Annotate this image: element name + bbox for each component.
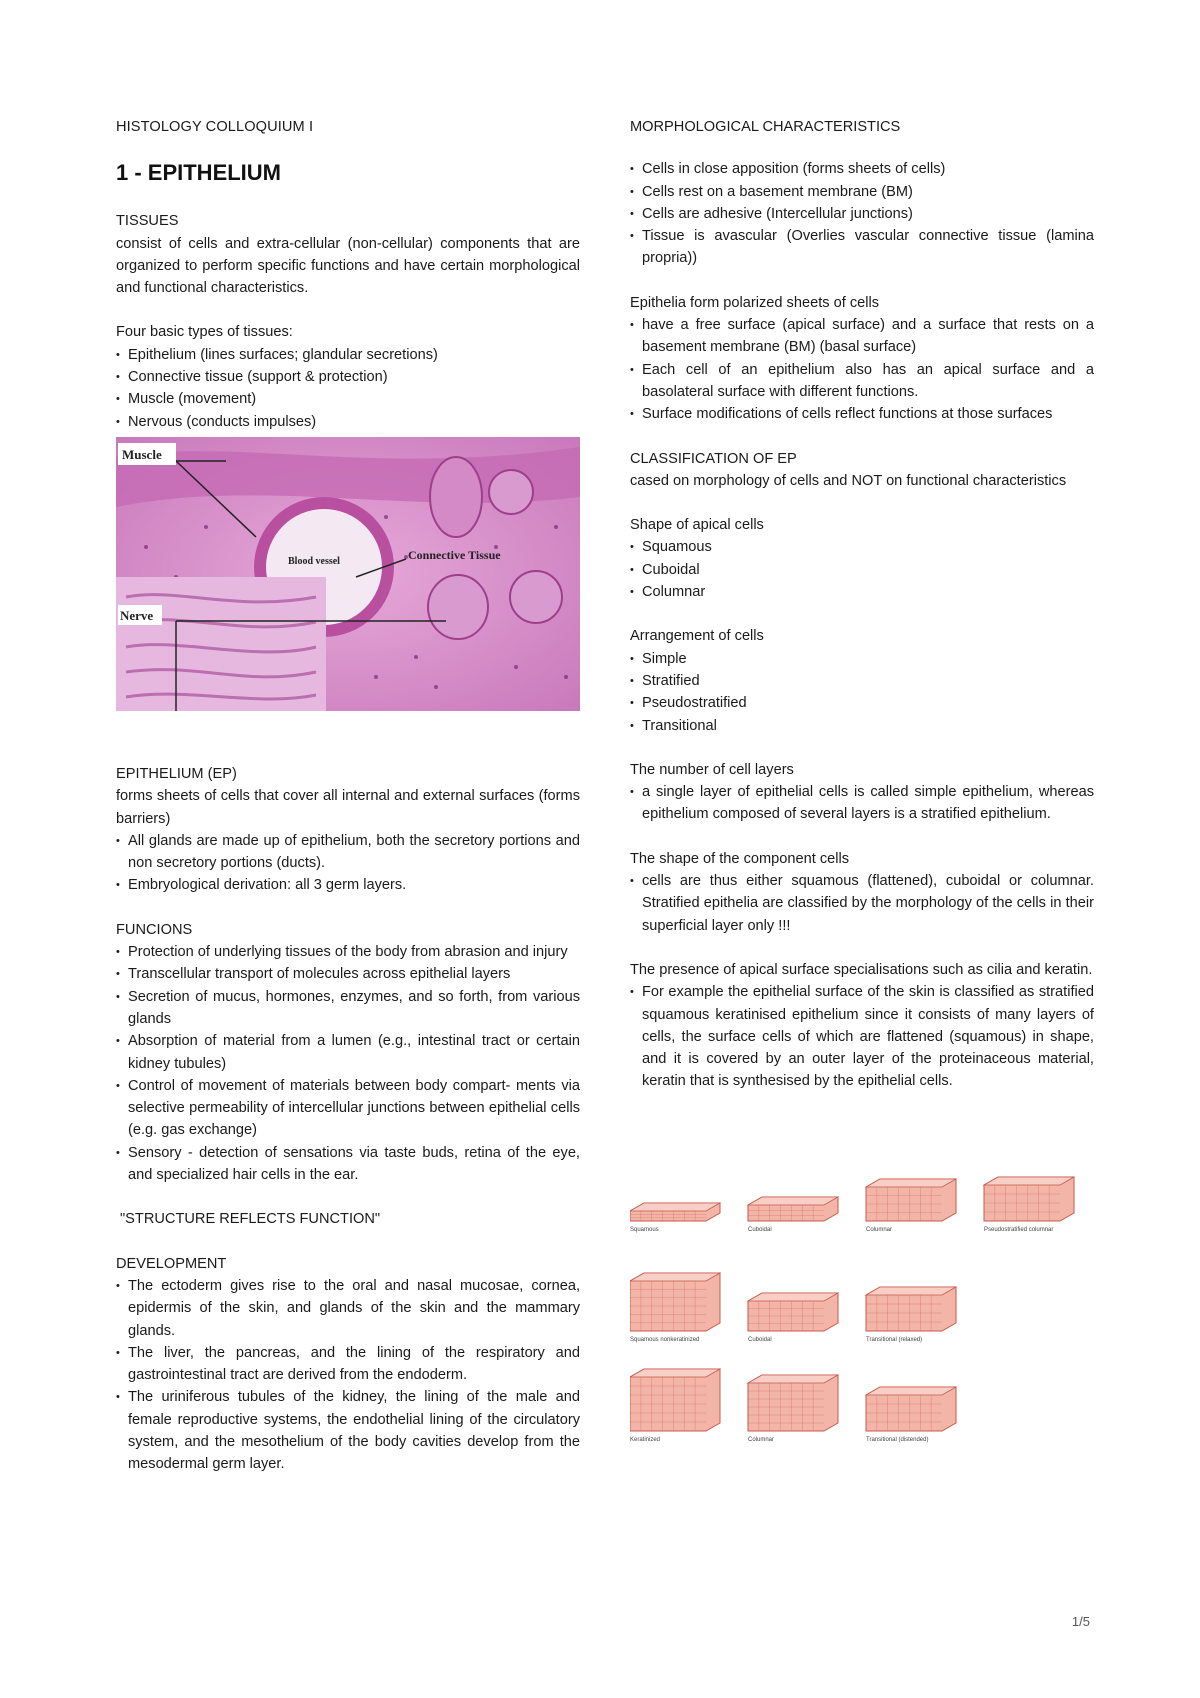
epithelium-caption: Transitional (distended) — [866, 1436, 929, 1443]
morphology-list — [630, 158, 1094, 269]
list-item: • Control of movement of materials between body compart- ments via selective permeability of intercellular junctions between epithelial cells (e.g. gas exchange) — [116, 1075, 580, 1142]
classification-body: cased on morphology of cells and NOT on functional characteristics — [630, 472, 1067, 489]
list-item: • Embryological derivation: all 3 germ layers. — [116, 874, 580, 896]
list-item: • The uriniferous tubules of the kidney, the lining of the male and female reproductive systems, the endothelial lining of the circulatory system, and the mesothelium of the body cavities develop from the mesodermal germ layer. — [116, 1386, 580, 1475]
polarized-intro: Epithelia form polarized sheets of cells — [630, 294, 880, 311]
epithelium-block — [748, 1197, 838, 1221]
functions-list — [116, 941, 580, 1186]
shape-list — [630, 536, 1094, 603]
list-item: • The liver, the pancreas, and the lining of the respiratory and gastrointestinal tract are derived from the endoderm. — [116, 1342, 580, 1387]
epithelium-caption: Pseudostratified columnar — [984, 1226, 1054, 1233]
tissue-types-list — [116, 344, 580, 433]
list-item: • Transcellular transport of molecules across epithelial layers — [116, 963, 580, 985]
list-item: • Protection of underlying tissues of the body from abrasion and injury — [116, 941, 580, 963]
list-item: • The ectoderm gives rise to the oral and nasal mucosae, cornea, epidermis of the skin, and glands of the skin and the mammary glands. — [116, 1275, 580, 1342]
document-header: HISTOLOGY COLLOQUIUM I — [116, 119, 314, 135]
list-item: • Pseudostratified — [630, 692, 1094, 714]
epithelium-caption: Columnar — [748, 1436, 775, 1443]
list-item: • For example the epithelial surface of the skin is classified as stratified squamous keratinised epithelium since it consists of many layers of cells, the surface cells of which are flattened (squamous) in shape, and it is covered by an outer layer of the proteinaceous material, keratin that is synthesised by the epithelial cells. — [630, 981, 1094, 1092]
list-item: • have a free surface (apical surface) and a surface that rests on a basement membrane (BM) (basal surface) — [630, 314, 1094, 359]
component-list — [630, 870, 1094, 937]
layers-intro: The number of cell layers — [630, 761, 794, 778]
blood-vessel-label: Blood vessel — [288, 555, 340, 567]
apical-list — [630, 981, 1094, 1092]
list-item: • Absorption of material from a lumen (e.g., intestinal tract or certain kidney tubules) — [116, 1030, 580, 1075]
epithelium-types-figure — [630, 1149, 1094, 1455]
list-item: • Cells in close apposition (forms sheets of cells) — [630, 158, 1094, 180]
epithelium-list — [116, 830, 580, 897]
nerve-label: Nerve — [120, 607, 154, 623]
list-item: • Squamous — [630, 536, 1094, 558]
tissue-types-intro: Four basic types of tissues: — [116, 324, 293, 341]
muscle-label: Muscle — [122, 446, 162, 462]
epithelium-caption: Squamous nonkeratinized — [630, 1336, 700, 1343]
list-item: • All glands are made up of epithelium, both the secretory portions and non secretory portions (ducts). — [116, 830, 580, 875]
right-column — [630, 116, 1094, 1455]
list-item: • Epithelium (lines surfaces; glandular secretions) — [116, 344, 580, 366]
morphology-heading: MORPHOLOGICAL CHARACTERISTICS — [630, 119, 901, 135]
list-item: • Cuboidal — [630, 559, 1094, 581]
list-item: • Cells are adhesive (Intercellular junctions) — [630, 203, 1094, 225]
connective-tissue-label: Connective Tissue — [408, 547, 501, 562]
epithelium-caption: Cuboidal — [748, 1226, 772, 1233]
epithelium-caption: Transitional (relaxed) — [866, 1336, 923, 1343]
list-item: • cells are thus either squamous (flattened), cuboidal or columnar. Stratified epithelia are classified by the morphology of the cells in their superficial layer only !!! — [630, 870, 1094, 937]
list-item: • Connective tissue (support & protection) — [116, 366, 580, 388]
page-number: 1/5 — [1071, 1614, 1090, 1629]
development-heading: DEVELOPMENT — [116, 1255, 227, 1272]
epithelium-block — [984, 1177, 1074, 1221]
epithelium-body: forms sheets of cells that cover all internal and external surfaces (forms barriers) — [116, 788, 580, 827]
epithelium-heading: EPITHELIUM (EP) — [116, 765, 237, 782]
section-title: 1 - EPITHELIUM — [116, 160, 282, 186]
shape-intro: Shape of apical cells — [630, 517, 764, 534]
list-item: • Sensory - detection of sensations via taste buds, retina of the eye, and specialized hair cells in the ear. — [116, 1142, 580, 1187]
polarized-list — [630, 314, 1094, 425]
epithelium-block — [630, 1203, 720, 1221]
arrangement-intro: Arrangement of cells — [630, 628, 764, 645]
epithelium-caption: Keratinized — [630, 1436, 661, 1443]
list-item: • Each cell of an epithelium also has an apical surface and a basolateral surface with different functions. — [630, 359, 1094, 404]
apical-intro: The presence of apical surface specialisations such as cilia and keratin. — [630, 961, 1093, 978]
tissues-body: consist of cells and extra-cellular (non-cellular) components that are organized to perform specific functions and have certain morphological and functional characteristics. — [116, 235, 580, 297]
component-intro: The shape of the component cells — [630, 850, 850, 867]
epithelium-block — [866, 1387, 956, 1431]
epithelium-block — [630, 1273, 720, 1331]
tissue-micrograph — [116, 437, 580, 711]
list-item: • a single layer of epithelial cells is called simple epithelium, whereas epithelium composed of several layers is a stratified epithelium. — [630, 781, 1094, 826]
epithelium-caption: Columnar — [866, 1226, 893, 1233]
list-item: • Secretion of mucus, hormones, enzymes, and so forth, from various glands — [116, 986, 580, 1031]
epithelium-block — [630, 1369, 720, 1431]
list-item: • Tissue is avascular (Overlies vascular connective tissue (lamina propria)) — [630, 225, 1094, 270]
classification-heading: CLASSIFICATION OF EP — [630, 450, 797, 467]
layers-list — [630, 781, 1094, 826]
development-list — [116, 1275, 580, 1476]
list-item: • Muscle (movement) — [116, 388, 580, 410]
list-item: • Transitional — [630, 715, 1094, 737]
left-column — [116, 116, 580, 1476]
functions-heading: FUNCIONS — [116, 921, 193, 938]
list-item: • Surface modifications of cells reflect functions at those surfaces — [630, 403, 1094, 425]
list-item: • Simple — [630, 648, 1094, 670]
list-item: • Stratified — [630, 670, 1094, 692]
list-item: • Nervous (conducts impulses) — [116, 411, 580, 433]
list-item: • Columnar — [630, 581, 1094, 603]
epithelium-caption: Squamous — [630, 1226, 659, 1233]
epithelium-block — [748, 1375, 838, 1431]
epithelium-caption: Cuboidal — [748, 1336, 772, 1343]
epithelium-block — [866, 1179, 956, 1221]
epithelium-block — [748, 1293, 838, 1331]
structure-quote: "STRUCTURE REFLECTS FUNCTION" — [120, 1211, 381, 1228]
list-item: • Cells rest on a basement membrane (BM) — [630, 181, 1094, 203]
arrangement-list — [630, 648, 1094, 737]
tissues-heading: TISSUES — [116, 213, 179, 230]
epithelium-block — [866, 1287, 956, 1331]
